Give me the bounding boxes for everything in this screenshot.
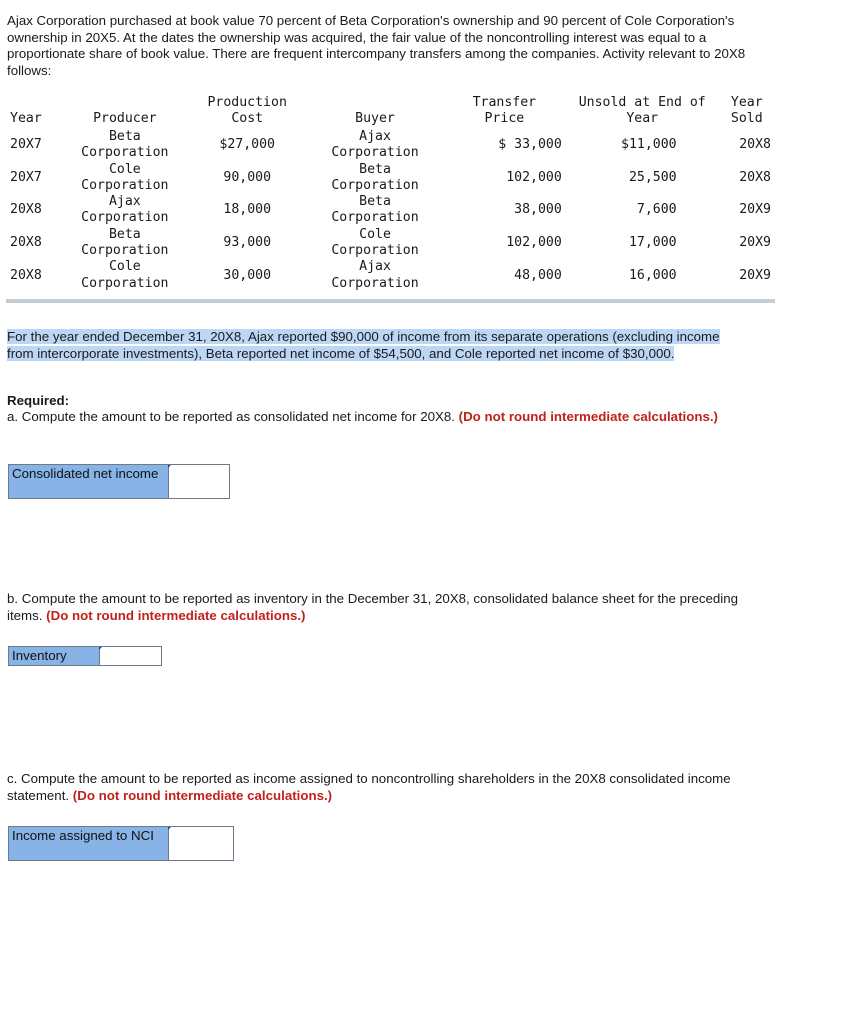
part-c-note: (Do not round intermediate calculations.): [72, 787, 333, 803]
table-bottom-rule: [6, 299, 775, 303]
cell-year: 20X8: [10, 267, 42, 283]
cell-year-sold: 20X9: [739, 267, 771, 283]
cell-unsold: 7,600: [636, 202, 677, 218]
table-row: [6, 259, 775, 292]
inventory-input[interactable]: [99, 647, 161, 665]
cell-production-cost: 18,000: [223, 202, 272, 218]
cell-year-sold: 20X9: [739, 234, 771, 250]
part-a-question: a. Compute the amount to be reported as consolidated net income for 20X8. (Do not round intermediate calculations.): [7, 409, 718, 424]
problem-intro: Ajax Corporation purchased at book value 70 percent of Beta Corporation's ownership and 90 percent of Cole Corporation's ownership in 20X5. At the dates the ownership was acquired, the fair value of the noncontrolling interest was equal to a proportionate share of book value. There are frequent intercompany transfers among the companies. Activity relevant to 20X8 follows:: [7, 13, 746, 78]
consolidated-net-income-label: Consolidated net income: [9, 465, 168, 498]
table-row: [6, 129, 775, 162]
header-producer: Producer: [93, 111, 157, 126]
header-buyer: Buyer: [355, 111, 395, 126]
cell-buyer: Ajax Corporation: [331, 259, 419, 291]
table-header-row: [6, 93, 775, 129]
header-year: Year: [10, 111, 42, 126]
table-row: [6, 227, 775, 260]
cell-year-sold: 20X8: [739, 137, 771, 153]
cell-producer: Cole Corporation: [81, 259, 169, 291]
table-row: [6, 162, 775, 195]
income-nci-answer: [8, 826, 234, 861]
income-note-text: For the year ended December 31, 20X8, Ajax reported $90,000 of income from its separate operations (excluding income from intercorporate investments), Beta reported net income of $54,500, and Cole reported net income of $30,000.: [7, 329, 720, 361]
cell-production-cost: $27,000: [219, 137, 275, 153]
intercompany-transfers-table: [6, 93, 775, 292]
required-heading: Required:: [7, 393, 70, 408]
cell-transfer-price: 102,000: [506, 234, 562, 250]
cell-unsold: 17,000: [628, 234, 677, 250]
cell-production-cost: 90,000: [223, 169, 272, 185]
cell-year-sold: 20X9: [739, 202, 771, 218]
input-marker-icon: [168, 465, 171, 468]
table-row: [6, 194, 775, 227]
header-transfer-price: Transfer Price: [472, 95, 537, 126]
cell-producer: Beta Corporation: [81, 129, 169, 161]
cell-year: 20X7: [10, 137, 42, 153]
cell-producer: Ajax Corporation: [81, 194, 169, 226]
part-b-question: b. Compute the amount to be reported as inventory in the December 31, 20X8, consolidated balance sheet for the preceding items. (Do not round intermediate calculations.): [7, 591, 739, 623]
part-b-note: (Do not round intermediate calculations.): [46, 607, 306, 623]
cell-transfer-price: $ 33,000: [498, 137, 562, 153]
cell-buyer: Ajax Corporation: [331, 129, 419, 161]
part-c-question: c. Compute the amount to be reported as income assigned to noncontrolling shareholders in the 20X8 consolidated income statement. (Do not round intermediate calculations.): [7, 771, 731, 803]
income-nci-input[interactable]: [168, 827, 233, 860]
cell-producer: Beta Corporation: [81, 226, 169, 259]
consolidated-net-income-answer: [8, 464, 230, 499]
cell-unsold: 16,000: [628, 267, 677, 283]
header-production-cost: Production Cost: [207, 95, 287, 126]
cell-buyer: Beta Corporation: [331, 194, 419, 226]
cell-year: 20X8: [10, 234, 42, 250]
input-marker-icon: [168, 827, 171, 830]
cell-production-cost: 30,000: [223, 267, 272, 283]
cell-unsold: $11,000: [621, 137, 677, 153]
header-year-sold: Year Sold: [730, 95, 763, 126]
input-marker-icon: [99, 647, 102, 650]
cell-transfer-price: 48,000: [514, 267, 562, 283]
cell-producer: Cole Corporation: [81, 161, 169, 193]
cell-buyer: Cole Corporation: [331, 226, 419, 259]
cell-year: 20X8: [10, 202, 42, 218]
consolidated-net-income-input[interactable]: [168, 465, 229, 498]
income-nci-label: Income assigned to NCI: [9, 827, 168, 860]
cell-buyer: Beta Corporation: [331, 161, 419, 193]
cell-production-cost: 93,000: [223, 234, 272, 250]
part-a-note: (Do not round intermediate calculations.): [458, 409, 718, 424]
income-note: [7, 329, 747, 362]
cell-transfer-price: 38,000: [514, 202, 562, 218]
inventory-answer: [8, 646, 162, 666]
cell-year: 20X7: [10, 169, 42, 185]
cell-year-sold: 20X8: [739, 169, 771, 185]
cell-unsold: 25,500: [628, 169, 677, 185]
header-unsold-at-end-of-year: Unsold at End of Year: [578, 95, 706, 126]
inventory-label: Inventory: [9, 647, 99, 665]
cell-transfer-price: 102,000: [506, 169, 562, 185]
